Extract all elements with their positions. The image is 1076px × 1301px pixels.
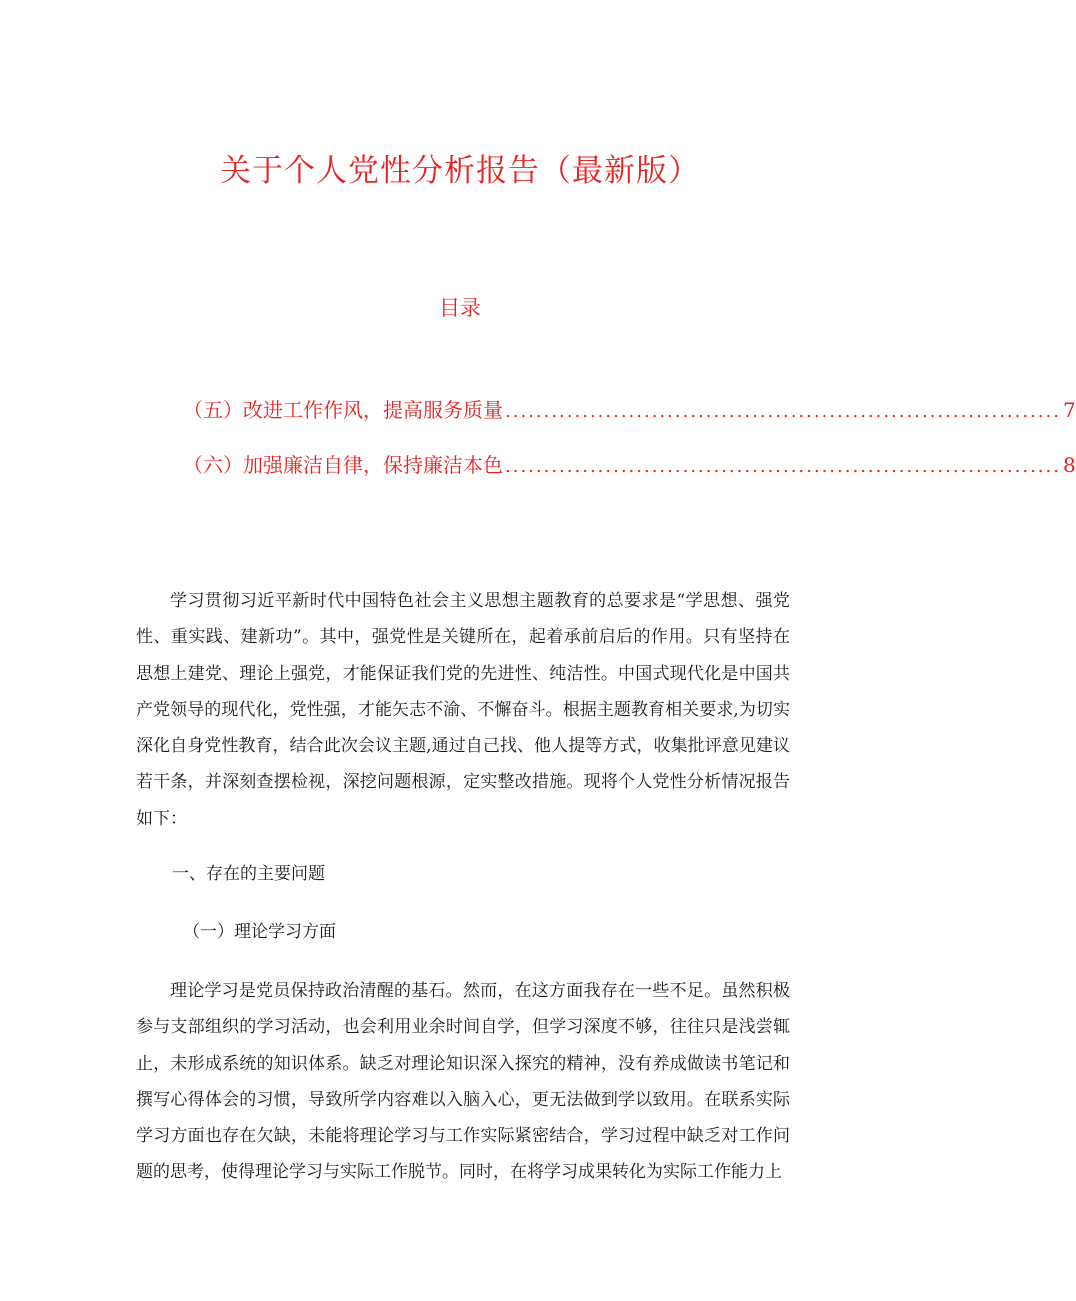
theory-study-paragraph: 理论学习是党员保持政治清醒的基石。然而，在这方面我存在一些不足。虽然积极参与支部组织的学习活动，也会利用业余时间自学，但学习深度不够，往往只是浅尝辄止，未形成系统的知识体系。缺乏对理论知识深入探究的精神，没有养成做读书笔记和撰写心得体会的习惯，导致所学内容难以入脑入心，更无法做到学以致用。在联系实际学习方面也存在欠缺，未能将理论学习与工作实际紧密结合，学习过程中缺乏对工作问题的思考，使得理论学习与实际工作脱节。同时，在将学习成果转化为实际工作能力上 bbox=[136, 981, 790, 1183]
toc-entry-page: 7 bbox=[1062, 398, 1076, 422]
toc-heading: 目录 bbox=[439, 296, 481, 320]
toc-leader-dots: ........................................................................ bbox=[505, 456, 1061, 477]
document-title: 关于个人党性分析报告（最新版） bbox=[220, 153, 700, 189]
toc-entry-page: 8 bbox=[1062, 453, 1076, 477]
toc-entry-label: （五）改进工作作风，提高服务质量 bbox=[183, 398, 503, 422]
section-heading: 一、存在的主要问题 bbox=[172, 864, 325, 884]
toc-entry[interactable] bbox=[183, 394, 1076, 426]
toc-leader-dots: ........................................................................ bbox=[505, 401, 1061, 422]
intro-paragraph: 学习贯彻习近平新时代中国特色社会主义思想主题教育的总要求是“学思想、强党性、重实践、建新功”。其中，强党性是关键所在，起着承前启后的作用。只有坚持在思想上建党、理论上强党，才能保证我们党的先进性、纯洁性。中国式现代化是中国共产党领导的现代化，党性强，才能矢志不渝、不懈奋斗。根据主题教育相关要求,为切实深化自身党性教育，结合此次会议主题,通过自己找、他人提等方式，收集批评意见建议若干条，并深刻查摆检视，深挖问题根源，定实整改措施。现将个人党性分析情况报告如下： bbox=[136, 591, 790, 829]
toc-entry-label: （六）加强廉洁自律，保持廉洁本色 bbox=[183, 453, 503, 477]
subsection-heading: （一）理论学习方面 bbox=[183, 922, 336, 942]
toc-entry[interactable] bbox=[183, 449, 1076, 481]
